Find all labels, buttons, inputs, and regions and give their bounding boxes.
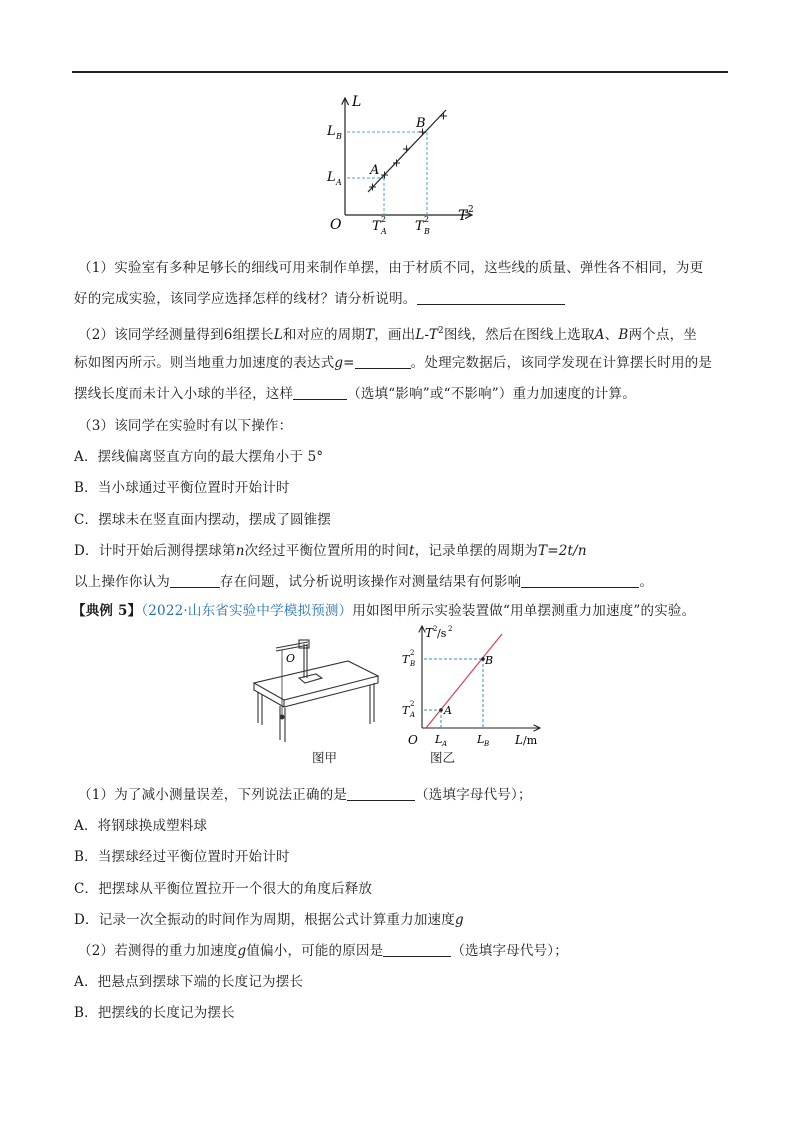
tick-ta: T bbox=[372, 219, 381, 234]
q3-option-c: C．摆球未在竖直面内摆动，摆成了圆锥摆 bbox=[74, 512, 332, 528]
stand-rod bbox=[304, 644, 307, 678]
tick-tb-sup: 2 bbox=[410, 649, 415, 657]
table-leg bbox=[370, 683, 374, 724]
tick-lb: L bbox=[327, 124, 336, 139]
example5-heading: 【典例 5】（2022·山东省实验中学模拟预测）用如图甲所示实验装置做“用单摆测重力加速度”的实验。 bbox=[72, 603, 696, 619]
data-point bbox=[440, 113, 447, 120]
y-axis-sup: 2 bbox=[433, 625, 438, 633]
point-b-label: B bbox=[416, 116, 426, 131]
q1-line1: （1）实验室有多种足够长的细线可用来制作单摆，由于材质不同，这些线的质量、弹性各不相同，为更 bbox=[78, 260, 704, 276]
q1-answer-blank[interactable] bbox=[417, 291, 565, 305]
q2-effect-blank[interactable] bbox=[293, 386, 347, 400]
figure-t2-l-graph bbox=[398, 622, 548, 752]
q2-line3: 摆线长度而未计入小球的半径，这样 （选填“影响”或“不影响”）重力加速度的计算。 bbox=[74, 386, 636, 402]
x-axis-label: T bbox=[458, 208, 468, 224]
y-axis-label: L bbox=[352, 94, 362, 110]
p1-option-d: D．记录一次全振动的时间作为周期，根据公式计算重力加速度g bbox=[74, 912, 464, 928]
q3-effect-blank[interactable] bbox=[521, 574, 639, 588]
tick-ta-sup: 2 bbox=[381, 215, 387, 224]
p1-option-a: A．将钢球换成塑料球 bbox=[74, 818, 208, 834]
point-a-label: A bbox=[370, 163, 380, 178]
p1-stem: （1）为了减小测量误差，下列说法正确的是 （选填字母代号）； bbox=[78, 787, 532, 803]
y-axis-label: T bbox=[425, 626, 434, 640]
apparatus-svg bbox=[252, 628, 382, 748]
tick-la-sub: A bbox=[442, 740, 448, 748]
stand-base bbox=[299, 674, 322, 683]
tick-tb-sup: 2 bbox=[424, 215, 430, 224]
point-b-label: B bbox=[485, 654, 494, 667]
stand-arm bbox=[276, 642, 308, 651]
y-axis-unit: /s bbox=[437, 627, 447, 640]
tick-lb-sub: B bbox=[484, 740, 490, 748]
tick-ta-sub: A bbox=[410, 711, 416, 719]
tick-la-sub: A bbox=[336, 178, 342, 187]
origin-label: O bbox=[408, 733, 418, 747]
header-rule bbox=[72, 71, 728, 73]
t2-l-graph-svg bbox=[398, 622, 548, 752]
example-tag: 【典例 5】 bbox=[72, 603, 142, 619]
l-t2-graph-svg bbox=[322, 92, 482, 237]
fit-line bbox=[426, 634, 502, 728]
q3-conclusion: 以上操作你认为 存在问题，试分析说明该操作对测量结果有何影响 。 bbox=[74, 574, 654, 590]
p2-stem: （2）若测得的重力加速度g值偏小，可能的原因是 （选填字母代号）； bbox=[78, 943, 568, 959]
p2-option-a: A．把悬点到摆球下端的长度记为摆长 bbox=[74, 974, 304, 990]
caption-right: 图乙 bbox=[430, 750, 456, 765]
tick-la: L bbox=[435, 733, 443, 746]
tick-lb: L bbox=[477, 733, 485, 746]
figure-l-t2-graph bbox=[322, 92, 482, 237]
tick-tb: T bbox=[402, 653, 410, 666]
point-a bbox=[439, 708, 443, 712]
tick-la: L bbox=[327, 170, 336, 185]
tick-tb: T bbox=[415, 219, 424, 234]
tick-tb-sub: B bbox=[410, 660, 416, 668]
apparatus-o-label: O bbox=[286, 652, 296, 665]
p1-option-b: B．当摆球经过平衡位置时开始计时 bbox=[74, 849, 290, 865]
x-axis-label: L bbox=[515, 733, 523, 747]
table-leg bbox=[258, 692, 262, 725]
tick-lb-sub: B bbox=[336, 132, 342, 141]
q3-choice-blank[interactable] bbox=[170, 574, 220, 588]
y-axis-unit-sup: 2 bbox=[448, 625, 453, 633]
x-axis-sup: 2 bbox=[468, 205, 474, 215]
tick-ta-sub: A bbox=[381, 227, 387, 236]
q3-option-d: D．计时开始后测得摆球第n次经过平衡位置所用的时间t，记录单摆的周期为T=2t/n bbox=[74, 543, 587, 559]
data-point bbox=[403, 146, 410, 153]
q2-g-blank[interactable] bbox=[355, 355, 411, 369]
q3-option-a: A．摆线偏离竖直方向的最大摆角小于 5° bbox=[74, 449, 324, 465]
pendulum-bob bbox=[280, 715, 285, 720]
tick-tb-sub: B bbox=[424, 227, 430, 236]
q1-line2: 好的完成实验，该同学应选择怎样的线材？请分析说明。 bbox=[74, 290, 565, 308]
q2-line1: （2）该同学经测量得到6组摆长L和对应的周期T，画出$L-T^2$图线，然后在图线上选取A、B两个点，坐 bbox=[78, 326, 697, 343]
point-a-label: A bbox=[444, 704, 452, 717]
x-axis-unit: /m bbox=[523, 734, 538, 747]
q3-intro: （3）该同学在实验时有以下操作： bbox=[78, 418, 293, 434]
figure-apparatus bbox=[252, 628, 382, 748]
table-top bbox=[254, 661, 378, 700]
p2-option-b: B．把摆线的长度记为摆长 bbox=[74, 1005, 235, 1021]
tick-ta: T bbox=[402, 704, 410, 717]
tick-ta-sup: 2 bbox=[410, 700, 415, 708]
p2-answer-blank[interactable] bbox=[383, 943, 451, 957]
q3-option-b: B．当小球通过平衡位置时开始计时 bbox=[74, 480, 290, 496]
table-leg bbox=[280, 706, 285, 742]
q2-line2: 标如图丙所示。则当地重力加速度的表达式g= 。处理完数据后，该同学发现在计算摆长时用的是 bbox=[74, 355, 713, 371]
example-source: （2022·山东省实验中学模拟预测） bbox=[141, 603, 353, 619]
p1-option-c: C．把摆球从平衡位置拉开一个很大的角度后释放 bbox=[74, 881, 373, 897]
origin-label: O bbox=[330, 217, 342, 233]
caption-left: 图甲 bbox=[312, 750, 338, 765]
p1-answer-blank[interactable] bbox=[347, 787, 415, 801]
